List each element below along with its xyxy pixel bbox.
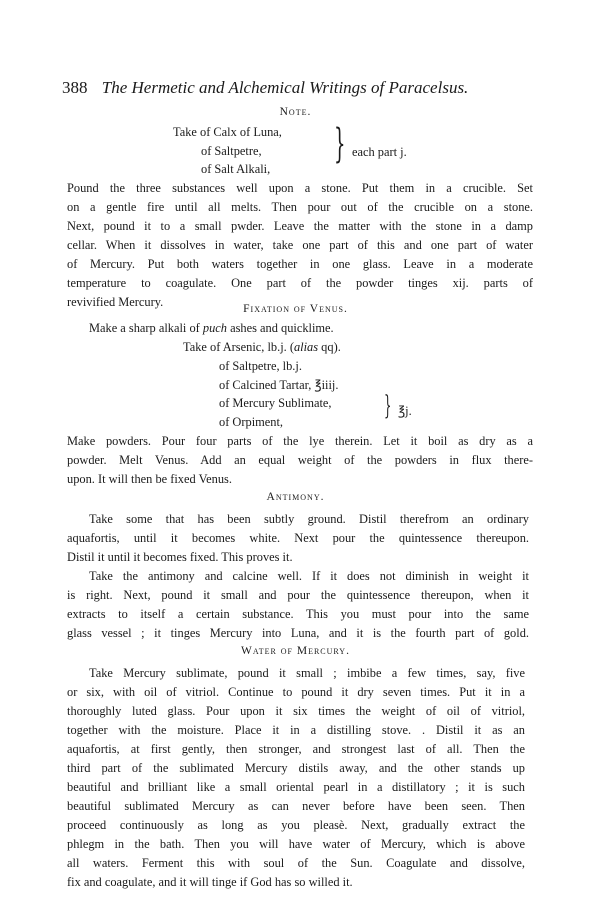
- text-line: revivified Mercury.: [67, 295, 164, 309]
- heading-antimony: Antimony.: [266, 491, 325, 503]
- text-line: temperature to coagulate. One part of the powder tinges xij. parts of: [67, 276, 533, 290]
- ingredient-line: of Calcined Tartar, ℥iiij.: [219, 378, 339, 392]
- text-line: is right. Next, pound it small and pour the quintessence thereupon, when it: [67, 588, 529, 602]
- text-line: cellar. When it dissolves in water, take one part of this and one part of water: [67, 238, 533, 252]
- heading-note: Note.: [279, 106, 312, 118]
- ingredient-line: of Orpiment,: [219, 415, 284, 429]
- text-line: Take the antimony and calcine well. If it does not diminish in weight it: [89, 569, 529, 583]
- text-line: extracts to itself a certain substance. This you must pour into the same: [67, 607, 529, 621]
- ingredient-line: of Mercury Sublimate,: [219, 396, 332, 410]
- text-line: Take Mercury sublimate, pound it small ; imbibe a few times, say, five: [89, 666, 525, 680]
- text-line: Next, pound it to a small pwder. Leave the matter with the stone in a damp: [67, 219, 533, 233]
- text-line: Make a sharp alkali of puch ashes and quicklime.: [89, 321, 334, 335]
- right-brace: }: [334, 121, 346, 167]
- text-line: beautiful and brilliant like a small oriental pearl in a distillatory ; it is such: [67, 780, 525, 794]
- ingredient-line: of Saltpetre,: [201, 144, 262, 158]
- text-line: Distil it until it becomes fixed. This proves it.: [67, 550, 293, 564]
- running-title: The Hermetic and Alchemical Writings of Paracelsus.: [101, 78, 469, 97]
- text-line: third part of the sublimated Mercury distils away, and the other stands up: [67, 761, 525, 775]
- running-header: [62, 78, 468, 98]
- text-line: on a gentle fire until all melts. Then pour out of the crucible on a stone.: [67, 200, 533, 214]
- bracket-label: ℥j.: [398, 404, 412, 418]
- page-number: 388: [62, 78, 88, 97]
- ingredient-line: Take of Calx of Luna,: [173, 125, 282, 139]
- text-line: aquafortis, at first gently, then stronger, and strongest last of all. Then the: [67, 742, 525, 756]
- right-brace: }: [384, 391, 392, 421]
- text-line: Take some that has been subtly ground. Distil therefrom an ordinary: [89, 512, 529, 526]
- heading-water-of-mercury: Water of Mercury.: [241, 645, 350, 657]
- text-line: together with the moisture. Place it in a distilling stove. . Distil it as an: [67, 723, 525, 737]
- text-line: aquafortis, until it becomes white. Next pour the quintessence thereupon.: [67, 531, 529, 545]
- text-line: Make powders. Pour four parts of the lye therein. Let it boil as dry as a: [67, 434, 533, 448]
- text-line: all waters. Ferment this with soul of the Sun. Coagulate and dissolve,: [67, 856, 525, 870]
- text-line: or six, with oil of vitriol. Continue to pound it dry seven times. Put it in a: [67, 685, 525, 699]
- text-line: of Mercury. Put both waters together in one glass. Leave in a moderate: [67, 257, 533, 271]
- text-line: beautiful sublimated Mercury as can never before have been seen. Then: [67, 799, 525, 813]
- text-line: phlegm in the bath. Then you will have water of Mercury, which is above: [67, 837, 525, 851]
- text-line: thoroughly luted glass. Pour upon it six times the weight of oil of vitriol,: [67, 704, 525, 718]
- text-line: glass vessel ; it tinges Mercury into Luna, and it is the fourth part of gold.: [67, 626, 529, 640]
- bracket-label: each part j.: [352, 145, 407, 159]
- text-line: Pound the three substances well upon a stone. Put them in a crucible. Set: [67, 181, 533, 195]
- ingredient-line: of Saltpetre, lb.j.: [219, 359, 302, 373]
- text-line: powder. Melt Venus. Add an equal weight of the powders in flux there-: [67, 453, 533, 467]
- text-line: proceed continuously as long as you pleasè. Next, gradually extract the: [67, 818, 525, 832]
- ingredient-line: of Salt Alkali,: [201, 162, 271, 176]
- heading-fixation-of-venus: Fixation of Venus.: [243, 303, 348, 315]
- text-line: fix and coagulate, and it will tinge if God has so willed it.: [67, 875, 353, 889]
- ingredient-line: Take of Arsenic, lb.j. (alias qq).: [183, 340, 341, 354]
- text-line: upon. It will then be fixed Venus.: [67, 472, 232, 486]
